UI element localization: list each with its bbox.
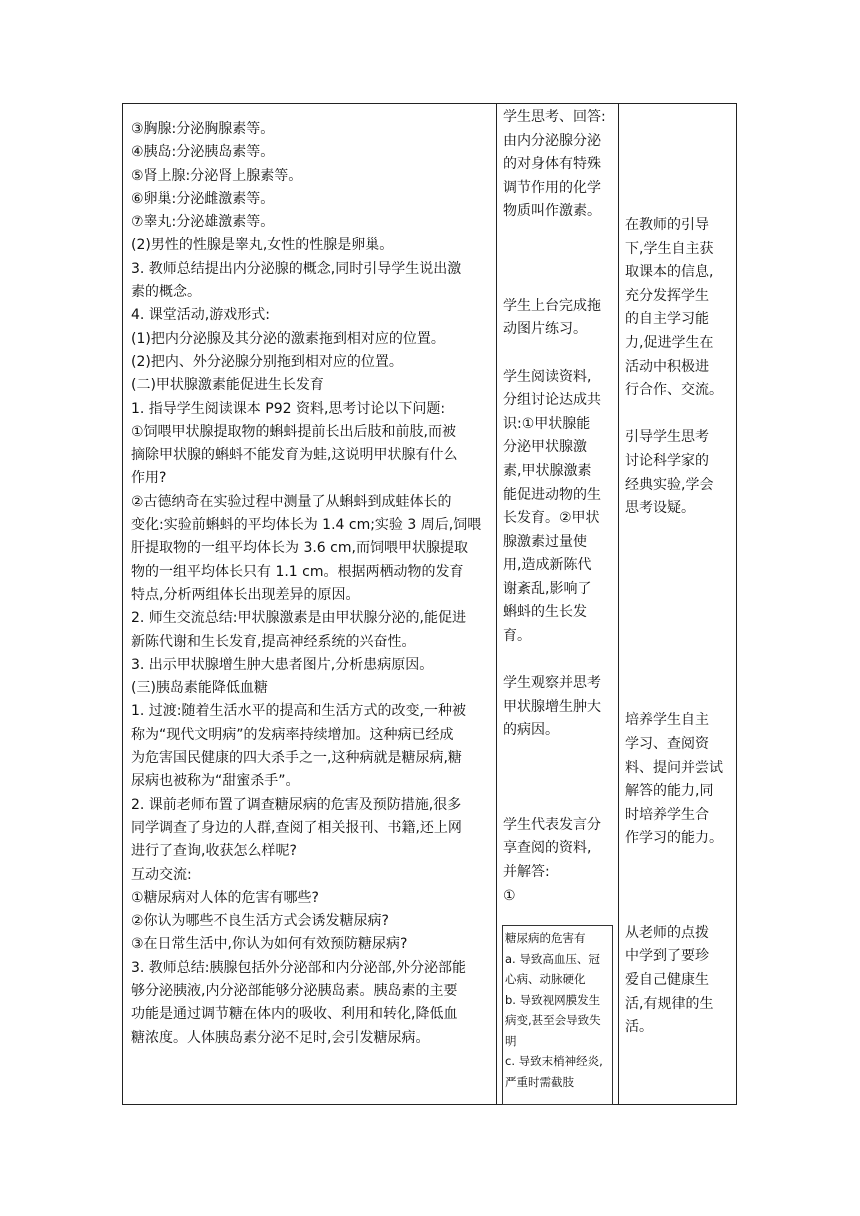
text-line bbox=[625, 544, 733, 568]
text-line: 物质叫作激素。 bbox=[503, 203, 601, 220]
text-line: 从老师的点拨 bbox=[625, 924, 709, 941]
text-line bbox=[625, 851, 733, 875]
text-line: ⑤肾上腺:分泌肾上腺素等。 bbox=[131, 167, 303, 184]
text-line bbox=[625, 662, 733, 686]
text-line: 素的概念。 bbox=[131, 284, 201, 301]
text-line: 严重时需截肢 bbox=[505, 1074, 574, 1089]
text-line: 识:①甲状腺能 bbox=[503, 415, 591, 432]
text-line bbox=[503, 743, 615, 767]
text-line: 摘除甲状腺的蝌蚪不能发育为蛙,这说明甲状腺有什么 bbox=[131, 447, 458, 464]
text-line: ⑦睾丸:分泌雄激素等。 bbox=[131, 214, 275, 231]
text-line: 物的一组平均体长只有 1.1 cm。根据两栖动物的发育 bbox=[131, 563, 464, 580]
text-line: 料、提问并尝试 bbox=[625, 759, 723, 776]
text-line: 作学习的能力。 bbox=[625, 830, 723, 847]
text-line: 2. 师生交流总结:甲状腺激素是由甲状腺分泌的,能促进 bbox=[131, 610, 466, 627]
text-line: 功能是通过调节糖在体内的吸收、利用和转化,降低血 bbox=[131, 1006, 458, 1023]
text-line bbox=[503, 271, 615, 295]
teacher-activity-column bbox=[131, 118, 499, 1050]
text-line bbox=[503, 767, 615, 791]
text-line bbox=[625, 875, 733, 899]
text-line: 学生代表发言分 bbox=[503, 816, 601, 833]
text-line: 的自主学习能 bbox=[625, 311, 709, 328]
text-line: 学生思考、回答: bbox=[503, 109, 606, 125]
text-line: 的病因。 bbox=[503, 722, 559, 739]
text-line: 讨论科学家的 bbox=[625, 452, 709, 469]
text-line bbox=[625, 521, 733, 545]
text-line: 病变,甚至会导致失 bbox=[505, 1013, 601, 1027]
lesson-plan-table bbox=[122, 103, 737, 1105]
text-line bbox=[503, 224, 615, 248]
text-line: 活动中积极进 bbox=[625, 358, 709, 375]
text-line: 同学调查了身边的人群,查阅了相关报刊、书籍,还上网 bbox=[131, 819, 462, 836]
text-line: 学生观察并思考 bbox=[503, 675, 601, 692]
text-line: 经典实验,学会 bbox=[625, 476, 714, 493]
text-line: 的对身体有特殊 bbox=[503, 156, 601, 173]
text-line: 特点,分析两组体长出现差异的原因。 bbox=[131, 586, 360, 603]
text-line: 糖浓度。人体胰岛素分泌不足时,会引发糖尿病。 bbox=[131, 1029, 430, 1046]
text-line: b. 导致视网膜发生 bbox=[505, 992, 601, 1007]
text-line: 互动交流: bbox=[131, 866, 192, 883]
text-line bbox=[625, 686, 733, 710]
text-line: 育。 bbox=[503, 628, 531, 645]
text-line: (1)把内分泌腺及其分泌的激素拖到相对应的位置。 bbox=[131, 330, 445, 347]
text-line bbox=[625, 639, 733, 663]
text-line: 思考设疑。 bbox=[625, 500, 695, 517]
text-line: 心病、动脉硬化 bbox=[505, 972, 586, 986]
text-line bbox=[625, 898, 733, 922]
text-line: 下,学生自主获 bbox=[625, 240, 714, 257]
text-line bbox=[625, 568, 733, 592]
text-line: 称为“现代文明病”的发病率持续增加。这种病已经成 bbox=[131, 726, 454, 743]
text-line: 用,造成新陈代 bbox=[503, 557, 592, 574]
text-line: 分组讨论达成共 bbox=[503, 392, 601, 409]
text-line: 活。 bbox=[625, 1019, 653, 1036]
text-line: 行合作、交流。 bbox=[625, 382, 723, 399]
text-line: (三)胰岛素能降低血糖 bbox=[131, 680, 268, 697]
text-line: 进行了查询,收获怎么样呢? bbox=[131, 843, 297, 860]
column-divider bbox=[618, 104, 619, 1104]
text-line: 4. 课堂活动,游戏形式: bbox=[131, 307, 270, 324]
text-line: ②古德纳奇在实验过程中测量了从蝌蚪到成蛙体长的 bbox=[131, 493, 452, 510]
text-line: 谢紊乱,影响了 bbox=[503, 580, 592, 597]
text-line: 腺激素过量使 bbox=[503, 533, 587, 550]
text-line: 享查阅的资料, bbox=[503, 840, 592, 857]
text-line: 时培养学生合 bbox=[625, 806, 709, 823]
text-line: 分泌甲状腺激 bbox=[503, 439, 587, 456]
text-line: 够分泌胰液,内分泌部能够分泌胰岛素。胰岛素的主要 bbox=[131, 982, 458, 999]
text-line: ④胰岛:分泌胰岛素等。 bbox=[131, 144, 275, 161]
text-line: ②你认为哪些不良生活方式会诱发糖尿病? bbox=[131, 913, 389, 930]
text-line: 长发育。②甲状 bbox=[503, 510, 600, 527]
text-line: ③胸腺:分泌胸腺素等。 bbox=[131, 121, 275, 137]
text-line: 变化:实验前蝌蚪的平均体长为 1.4 cm;实验 3 周后,饲喂 bbox=[131, 517, 482, 534]
text-line: 3. 教师总结提出内分泌腺的概念,同时引导学生说出激 bbox=[131, 260, 462, 277]
text-line: ⑥卵巢:分泌雌激素等。 bbox=[131, 190, 275, 207]
student-activity-column bbox=[503, 106, 615, 908]
text-line: 肝提取物的一组平均体长为 3.6 cm,而饲喂甲状腺提取 bbox=[131, 540, 468, 557]
text-line bbox=[625, 592, 733, 616]
text-line: 在教师的引导 bbox=[625, 217, 709, 233]
text-line: (二)甲状腺激素能促进生长发育 bbox=[131, 377, 324, 394]
text-line: 学习、查阅资 bbox=[625, 736, 709, 753]
text-line: 并解答: bbox=[503, 864, 550, 880]
text-line bbox=[503, 342, 615, 366]
text-line: 学生上台完成拖 bbox=[503, 297, 601, 314]
text-line bbox=[625, 615, 733, 639]
text-line: 糖尿病的危害有 bbox=[505, 931, 586, 945]
text-line: 尿病也被称为“甜蜜杀手”。 bbox=[131, 773, 300, 790]
text-line: 动图片练习。 bbox=[503, 321, 587, 338]
text-line: 解答的能力,同 bbox=[625, 783, 714, 800]
text-line: ①饲喂甲状腺提取物的蝌蚪提前长出后肢和前肢,而被 bbox=[131, 423, 456, 440]
text-line: 素,甲状腺激素 bbox=[503, 462, 592, 479]
text-line: 引导学生思考 bbox=[625, 429, 709, 446]
text-line bbox=[503, 790, 615, 814]
text-line: 取课本的信息, bbox=[625, 264, 714, 281]
text-line: (2)把内、外分泌腺分别拖到相对应的位置。 bbox=[131, 353, 403, 370]
text-line: (2)男性的性腺是睾丸,女性的性腺是卵巢。 bbox=[131, 237, 394, 254]
text-line: 培养学生自主 bbox=[625, 712, 709, 729]
design-intent-column bbox=[625, 214, 733, 1040]
text-line: ③在日常生活中,你认为如何有效预防糖尿病? bbox=[131, 936, 408, 953]
text-line bbox=[503, 649, 615, 673]
text-line: a. 导致高血压、冠 bbox=[505, 951, 600, 966]
text-line: 3. 教师总结:胰腺包括外分泌部和内分泌部,外分泌部能 bbox=[131, 959, 466, 976]
text-line: 作用? bbox=[131, 470, 167, 487]
text-line: 调节作用的化学 bbox=[503, 179, 601, 196]
text-line: 力,促进学生在 bbox=[625, 334, 714, 351]
text-line: 1. 过渡:随着生活水平的提高和生活方式的改变,一种被 bbox=[131, 703, 466, 720]
text-line: 爱自己健康生 bbox=[625, 972, 709, 988]
text-line: 新陈代谢和生长发育,提高神经系统的兴奋性。 bbox=[131, 633, 416, 650]
text-line: 由内分泌腺分泌 bbox=[503, 132, 601, 149]
text-line: c. 导致末梢神经炎, bbox=[505, 1054, 603, 1068]
text-line: 甲状腺增生肿大 bbox=[503, 698, 601, 715]
text-line bbox=[625, 403, 733, 427]
text-line: 中学到了要珍 bbox=[625, 948, 709, 965]
text-line: 3. 出示甲状腺增生肿大患者图片,分析患病原因。 bbox=[131, 656, 434, 673]
text-line: 蝌蚪的生长发 bbox=[503, 604, 587, 621]
text-line: 能促进动物的生 bbox=[503, 486, 601, 503]
text-line: 充分发挥学生 bbox=[625, 287, 709, 304]
text-line: ①糖尿病对人体的危害有哪些? bbox=[131, 889, 319, 906]
text-line: 学生阅读资料, bbox=[503, 368, 592, 385]
diabetes-harm-box bbox=[502, 925, 613, 1105]
text-line: 明 bbox=[505, 1033, 517, 1048]
text-line: ① bbox=[503, 887, 516, 904]
text-line bbox=[503, 248, 615, 272]
text-line: 为危害国民健康的四大杀手之一,这种病就是糖尿病,糖 bbox=[131, 750, 462, 767]
text-line: 1. 指导学生阅读课本 P92 资料,思考讨论以下问题: bbox=[131, 400, 446, 417]
text-line: 活,有规律的生 bbox=[625, 995, 714, 1012]
text-line: 2. 课前老师布置了调查糖尿病的危害及预防措施,很多 bbox=[131, 796, 462, 813]
